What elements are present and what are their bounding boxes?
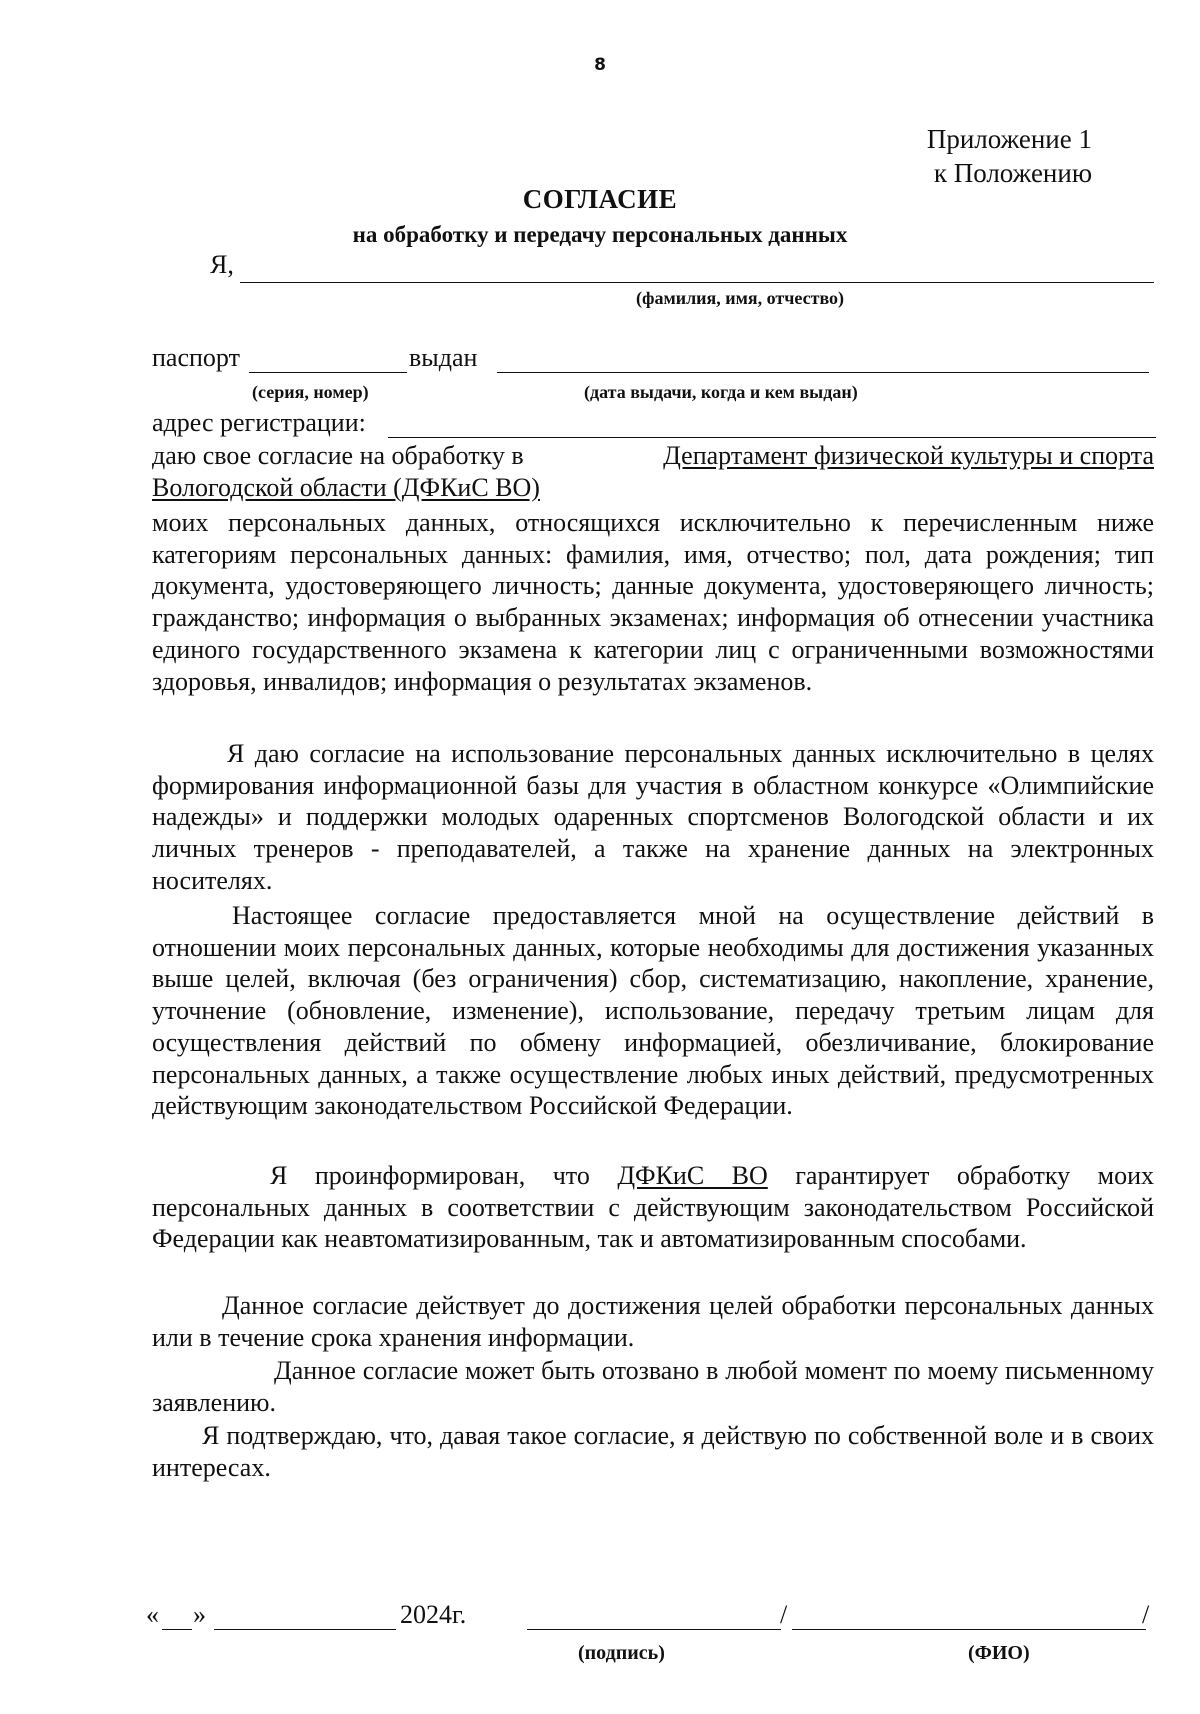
date-quote-open: « bbox=[146, 1600, 159, 1629]
full-name-field[interactable] bbox=[240, 282, 1154, 283]
informed-text-start: Я проинформирован, что bbox=[270, 1161, 618, 1190]
passport-number-hint: (серия, номер) bbox=[252, 382, 369, 402]
full-name-hint: (фамилия, имя, отчество) bbox=[636, 288, 845, 308]
signature-slash-end: / bbox=[1142, 1600, 1150, 1629]
passport-issued-field[interactable] bbox=[497, 372, 1149, 373]
organization-name-part-2: Вологодской области (ДФКиС ВО) bbox=[152, 473, 540, 502]
passport-issued-hint: (дата выдачи, когда и кем выдан) bbox=[584, 382, 858, 402]
informed-text-rest: гарантирует обработку моих персональных данных в соответствии с действующим законодательством Российской Федерации как неавтоматизированным, так и автоматизированным способами. bbox=[152, 1161, 1154, 1254]
address-label: адрес регистрации: bbox=[152, 408, 366, 437]
page-number: 8 bbox=[594, 55, 606, 75]
date-day-field[interactable] bbox=[162, 1629, 192, 1630]
passport-number-field[interactable] bbox=[249, 372, 407, 373]
signature-field[interactable] bbox=[527, 1629, 781, 1630]
issued-label: выдан bbox=[409, 343, 478, 372]
document-subtitle: на обработку и передачу персональных данных bbox=[352, 222, 848, 247]
address-field[interactable] bbox=[388, 437, 1156, 438]
appendix-line-1: Приложение 1 bbox=[926, 124, 1092, 154]
signature-slash: / bbox=[780, 1600, 788, 1629]
signature-hint: (подпись) bbox=[578, 1642, 665, 1664]
paragraph-actions: Настоящее согласие предоставляется мной на осуществление действий в отношении моих персональных данных, которые необходимы для достижения указанных выше целей, включая (без ограничения) сбор, систематизацию, накопление, хранение, уточнение (обновление, изменение), использование, передачу третьим лицам для осуществления действий по обмену информацией, обезличивание, блокирование персональных данных, а также осуществление любых иных действий, предусмотренных действующим законодательством Российской Федерации. bbox=[152, 901, 1154, 1121]
paragraph-categories: моих персональных данных, относящихся исключительно к перечисленным ниже категориям персональных данных: фамилия, имя, отчество; пол, дата рождения; тип документа, удостоверяющего личность; данные документа, удостоверяющего личность; гражданство; информация о выбранных экзаменах; информация об отнесении участника единого государственного экзамена к категории лиц с ограниченными возможностями здоровья, инвалидов; информация о результатах экзаменов. bbox=[152, 508, 1154, 696]
paragraph-informed bbox=[152, 1160, 1154, 1255]
date-quote-close: » bbox=[193, 1600, 206, 1629]
organization-name-part-1: Департамент физической культуры и спорта bbox=[663, 441, 1154, 470]
date-month-field[interactable] bbox=[214, 1629, 396, 1630]
i-label: Я, bbox=[210, 250, 234, 279]
document-title: СОГЛАСИЕ bbox=[522, 184, 678, 214]
informed-organization: ДФКиС ВО bbox=[617, 1161, 768, 1190]
paragraph-purpose: Я даю согласие на использование персональных данных исключительно в целях формирования информационной базы для участия в областном конкурсе «Олимпийские надежды» и поддержки молодых одаренных спортсменов Вологодской области и их личных тренеров - преподавателей, а также на хранение данных на электронных носителях. bbox=[152, 739, 1154, 895]
appendix-reference bbox=[927, 122, 1092, 190]
date-year: 2024г. bbox=[400, 1600, 467, 1629]
paragraph-revocation: Данное согласие может быть отозвано в любой момент по моему письменному заявлению. bbox=[152, 1356, 1154, 1417]
paragraph-validity: Данное согласие действует до достижения целей обработки персональных данных или в течение срока хранения информации. bbox=[152, 1291, 1154, 1352]
appendix-line-2: к Положению bbox=[933, 158, 1092, 188]
consent-org-line-2 bbox=[152, 472, 540, 504]
consent-intro-text: даю свое согласие на обработку в bbox=[152, 441, 524, 470]
consent-intro-line bbox=[152, 440, 1154, 472]
signature-fio-hint: (ФИО) bbox=[968, 1642, 1030, 1664]
signature-fio-field[interactable] bbox=[792, 1629, 1146, 1630]
paragraph-confirmation: Я подтверждаю, что, давая такое согласие, я действую по собственной воле и в своих интересах. bbox=[152, 1421, 1154, 1482]
passport-label: паспорт bbox=[152, 343, 240, 372]
